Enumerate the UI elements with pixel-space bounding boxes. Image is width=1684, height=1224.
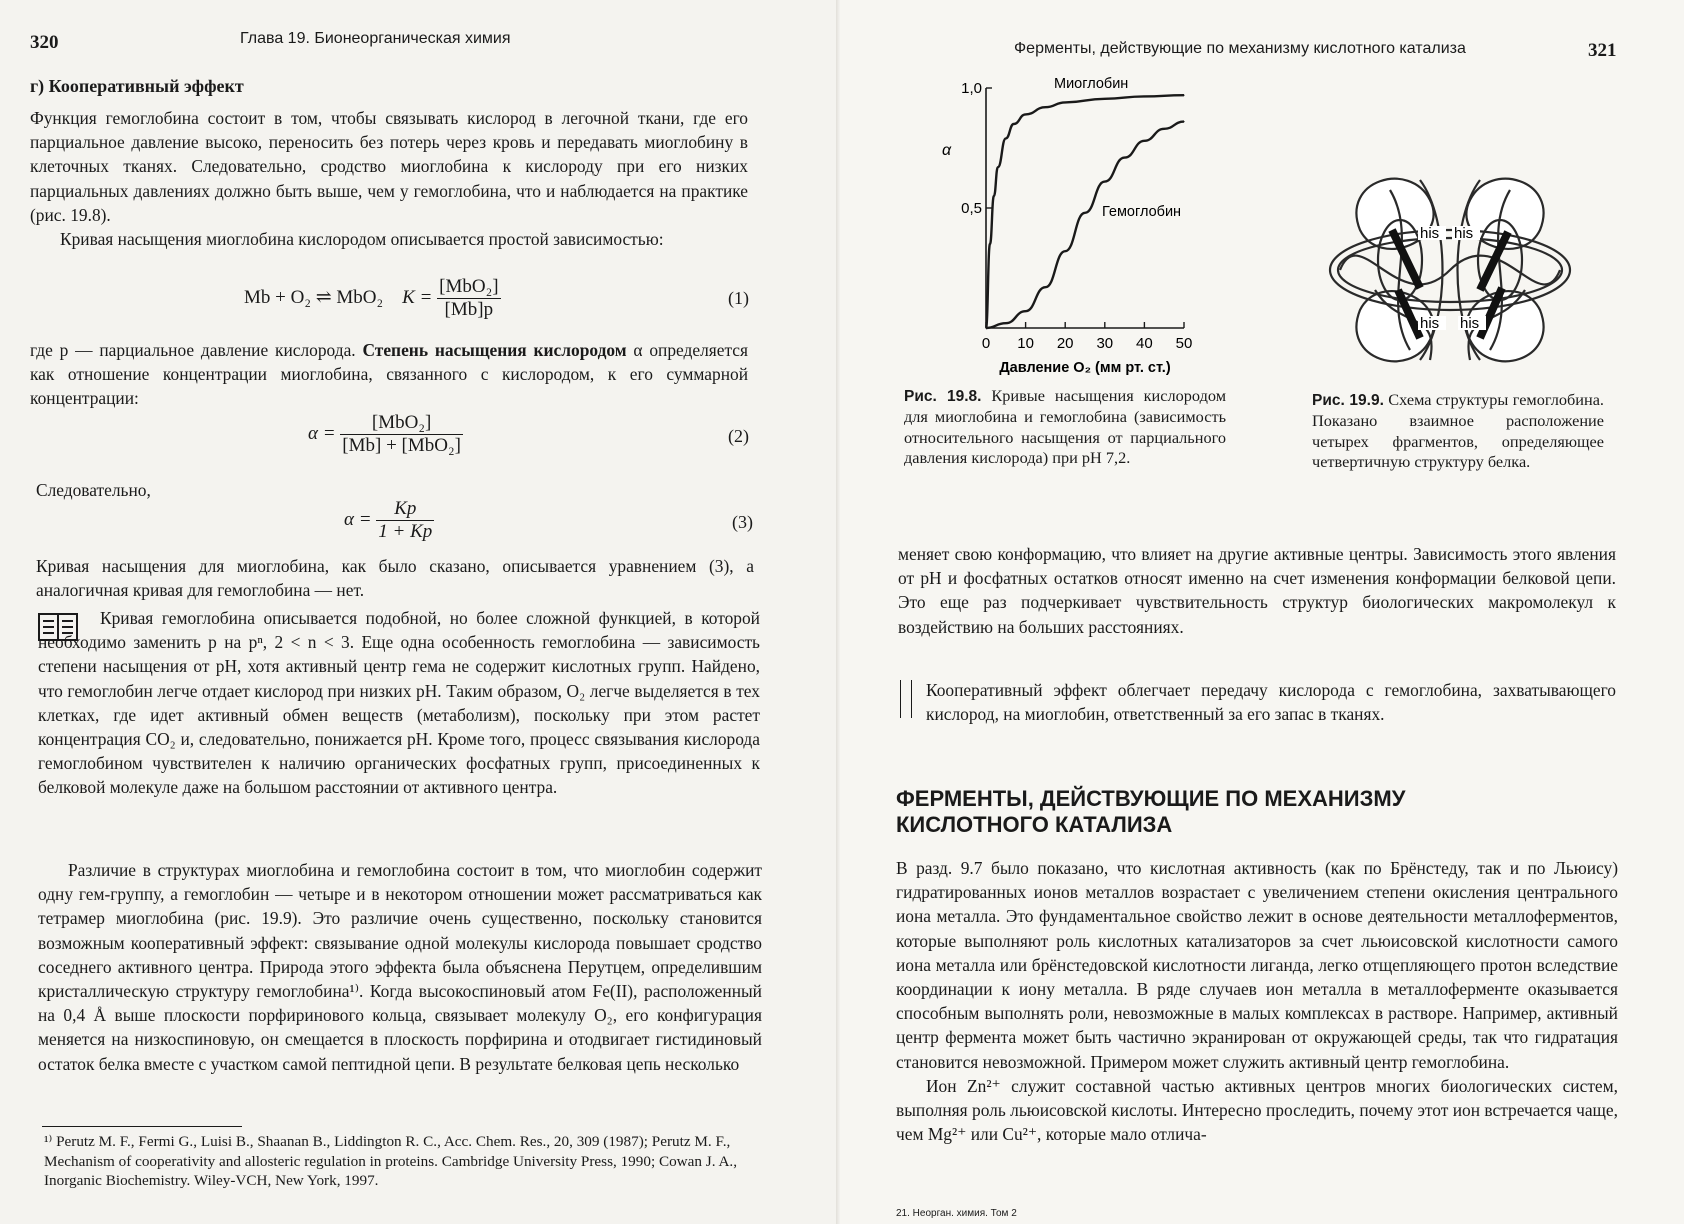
fraction [437,276,500,321]
left-page [0,0,840,1224]
running-head: Глава 19. Бионеорганическая химия [240,30,511,47]
his-label: his [1420,225,1440,242]
x-tick-label: 50 [1175,335,1193,352]
equation-2 [308,412,463,457]
paragraph [30,106,748,251]
series-line [986,122,1184,328]
eq-k: K = [402,286,433,308]
y-tick-label: 1,0 [961,80,982,97]
his-label: his [1454,225,1474,242]
equation-number: (3) [732,512,753,532]
section-heading: г) Кооперативный эффект [30,76,244,96]
saturation-chart [924,70,1194,386]
caption-label: Рис. 19.9. [1312,392,1384,409]
his-label: his [1420,315,1440,332]
section-title-line: КИСЛОТНОГО КАТАЛИЗА [896,812,1173,837]
footnote-rule [42,1126,242,1127]
section-title [896,786,1405,838]
his-label: his [1460,315,1480,332]
data-point [1144,140,1145,141]
data-point [1104,181,1105,182]
numerator: Kp [376,498,434,521]
para-text: Кривая гемоглобина описывается подобной, но более сложной функцией, в которой необходимо заменить p на pⁿ, 2 < n < 3. [38,608,760,653]
para-text: В разд. 9.7 было показано, что кислотная активность (как по Брёнстеду, так и по Льюису) гидратированных ионов металлов возрастает с увеличением степени окисления центрального иона металла. Это фундаментальное свойство лежит в основе деятельности металлоферментов, которые выполняют роль кислотных катализаторов за счет льюисовской кислотности самого иона металла или брёнстедовской кислотности лиганда, легко отщепляющего протон вследствие координации к иону металла. В ряде случаев ион металла в металлоферменте оказывается способным выполнять роли, невозможные в малых комплексах в растворе. Например, активный центр фермента может быть частично экранирован от окружающей среды, так что гидратация становится невозможной. Примером может служить активный центр гемоглобина. [896,858,1618,1072]
fraction [376,498,434,543]
y-tick-label: 0,5 [961,200,982,217]
figure-caption [1312,390,1604,473]
equation-number: (2) [728,426,749,446]
para-text: Ион Zn²⁺ служит составной частью активных центров многих биологических систем, выполняя роль льюисовской кислоты. Интересно проследить, почему этот ион встречается чаще, чем Mg²⁺ или Cu²⁺, которые мало отлича- [896,1075,1618,1145]
note: Кооперативный эффект облегчает передачу кислорода с гемоглобина, захватывающего кислород, на миоглобин, ответственный за его запас в тканях. [926,680,1616,725]
equation-1 [244,276,501,321]
section-title-line: ФЕРМЕНТЫ, ДЕЙСТВУЮЩИЕ ПО МЕХАНИЗМУ [896,786,1406,811]
x-tick-label: 20 [1056,335,1074,352]
data-point [1144,96,1145,97]
caption-text: Кривые насыщения кислородом для миоглобина и гемоглобина (зависимость относительного насыщения от парциального давления кислорода) при pH 7,2. [904,386,1226,468]
running-head: Ферменты, действующие по механизму кислотного катализа [1014,40,1466,57]
fraction [340,412,463,457]
x-tick-label: 40 [1136,335,1153,352]
series-label: Гемоглобин [1102,204,1182,220]
data-point [1164,128,1165,129]
data-point [1183,95,1184,96]
equation-number: (1) [728,288,749,308]
hemoglobin-structure-diagram [1320,160,1580,380]
bold-term: Степень насыщения кислородом [362,340,627,360]
para-text: Еще одна особенность гемоглобина — зависимость степени насыщения от pH, хотя активный центр гема не содержит кислотных групп. Найдено, что гемоглобин легче отдает кислород при низких pH. Таким образом, O₂ легче выделяется в тех клетках, где идет активный обмен веществ (метаболизм), поскольку при этом растет концентрация CO₂ и, следовательно, понижается pH. Кроме того, процесс связывания кислорода гемоглобином чувствителен к наличию органических фосфатных групп, присоединенных к белковой молекуле даже на большом расстоянии от активного центра. [38,632,760,798]
page-number: 321 [1588,40,1617,61]
para-text: Функция гемоглобина состоит в том, чтобы связывать кислород в легочной ткани, где его парциальное давление высоко, переносить без потерь через кровь и передавать миоглобину в клеточных тканях. Следовательно, сродство миоглобина к кислороду при его низких парциальных давлениях должно быть выше, чем у гемоглобина, что и наблюдается на практике (рис. 19.8). [30,108,748,225]
data-point [1045,287,1046,288]
data-point [997,167,998,168]
data-point [1045,107,1046,108]
eq-lhs: α = [344,508,372,530]
right-page [842,0,1684,1224]
denominator: 1 + Kp [378,521,433,542]
caption-label: Рис. 19.8. [904,388,982,405]
paragraph [896,856,1618,1146]
figure-caption [904,386,1226,469]
para-text: где p — парциальное давление кислорода. [30,340,363,360]
denominator: [Mb]p [444,299,494,320]
signature-line: 21. Неорган. химия. Том 2 [896,1208,1017,1219]
eq-lhs: Mb + O₂ ⇌ MbO₂ [244,286,384,308]
data-point [1025,114,1026,115]
paragraph [30,338,748,411]
eq-lhs: α = [308,422,336,444]
paragraph: Следовательно, [36,480,151,500]
data-point [1025,311,1026,312]
paragraph: Кривая насыщения для миоглобина, как было сказано, описывается уравнением (3), а аналогичная кривая для гемоглобина — нет. [36,556,754,601]
data-point [993,195,994,196]
x-tick-label: 0 [981,335,991,352]
paragraph: Различие в структурах миоглобина и гемоглобина состоит в том, что миоглобин содержит одну гем-группу, а гемоглобин — четыре и в некотором отношении может рассматриваться как тетрамер миоглобина (рис. 19.9). Это различие очень существенно, поскольку становится возможным кооперативный эффект: связывание одной молекулы кислорода повышает сродство соседнего активного центра. Природа этого эффекта была объяснена Перутцем, определившим кристаллическую структуру гемоглобина¹⁾. Когда высокоспиновый атом Fe(II), расположенный на 0,4 Å выше плоскости порфиринового кольца, связывает молекулу O₂, его конфигурация меняется на низкоспиновую, он смещается в плоскость порфирина и отодвигает гистидиновый остаток белка вместе с участком самой пептидной цепи. В результате белковая цепь несколько [38,860,762,1074]
data-point [989,243,990,244]
paragraph [38,606,760,800]
para-text: Кривая насыщения миоглобина кислородом описывается простой зависимостью: [60,229,664,250]
x-tick-label: 30 [1096,335,1114,352]
numerator: [MbO₂] [439,276,499,297]
data-point [1065,102,1066,103]
data-point [1065,251,1066,252]
caption-text: Схема структуры гемоглобина. Показано взаимное расположение четырех фрагментов, определяющее четвертичную структуру белка. [1312,390,1604,472]
data-point [1104,98,1105,99]
data-point [1013,123,1014,124]
series-label: Миоглобин [1054,76,1129,92]
numerator: [MbO₂] [340,412,463,435]
para-text: α определяется как отношение концентрации миоглобина, связанного с кислородом, к его суммарной концентрации: [30,340,749,409]
data-point [1183,121,1184,122]
data-point [1084,212,1085,213]
x-axis-label: Давление O₂ (мм рт. ст.) [999,360,1171,376]
page-number: 320 [30,32,59,53]
denominator: [Mb] + [MbO₂] [342,435,461,456]
footnote: ¹⁾ Perutz M. F., Fermi G., Luisi B., Shaanan B., Liddington R. C., Acc. Chem. Res., 20, 309 (1987); Perutz M. F., Mechanism of cooperativity and allosteric regulation in proteins. Cambridge University Press, 1990; Cowan J. A., Inorganic Biochemistry. Wiley-VCH, New York, 1997. [44,1133,738,1189]
data-point [1005,138,1006,139]
note-marker-icon [900,680,912,718]
data-point [1124,157,1125,158]
equation-3 [344,498,434,543]
data-point [985,327,986,328]
paragraph: меняет свою конформацию, что влияет на другие активные центры. Зависимость этого явления от pH и фосфатных остатков относят именно на счет изменения конформации белковой цепи. Это еще раз подчеркивает чувствительность структур биологических макромолекул к воздействию на больших расстояниях. [898,544,1616,637]
data-point [1005,323,1006,324]
x-tick-label: 10 [1017,335,1034,352]
y-axis-label: α [942,142,952,160]
